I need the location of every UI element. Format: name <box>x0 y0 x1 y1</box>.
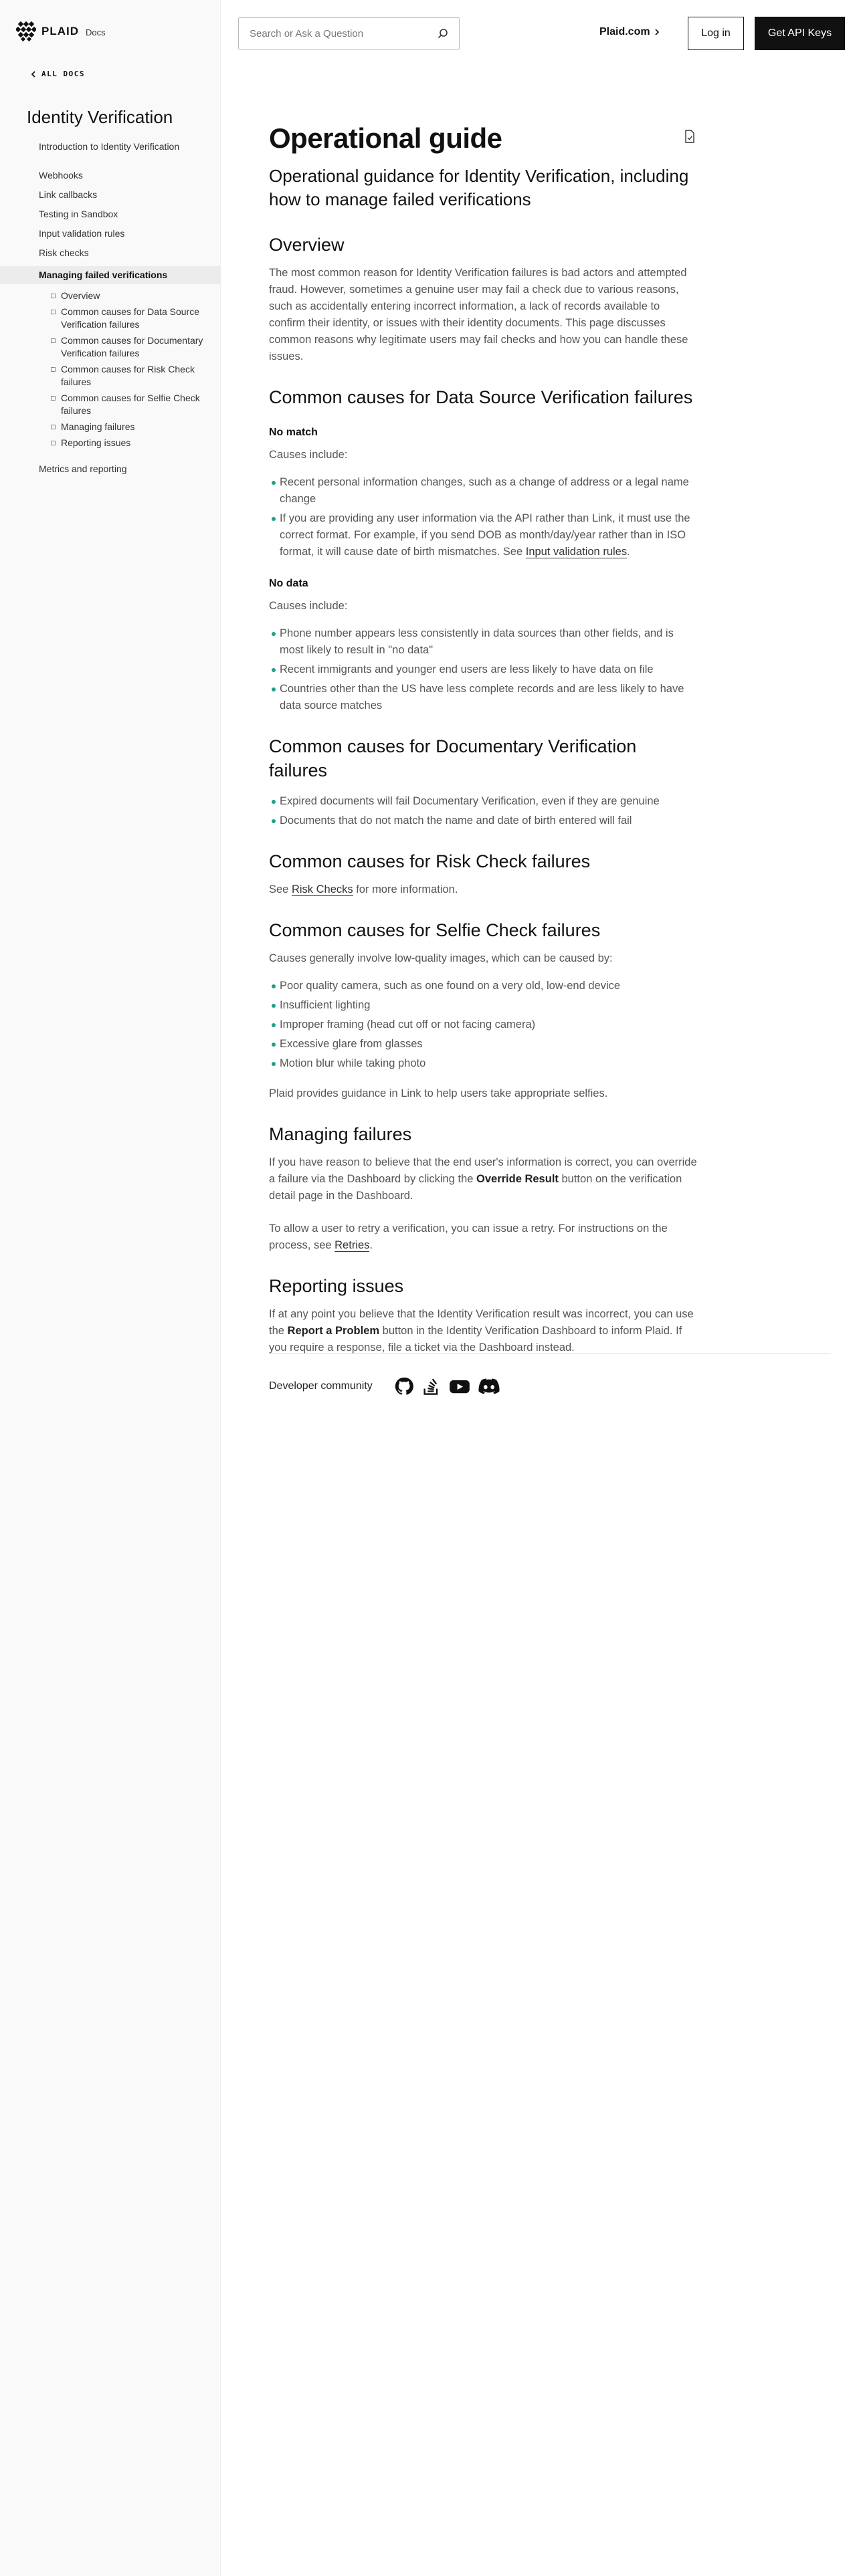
risk-post: for more information. <box>353 883 458 895</box>
subnav-item-label: Common causes for Data Source Verification failures <box>61 306 199 330</box>
square-bullet-icon <box>51 338 56 343</box>
managing-p2-post: . <box>369 1239 373 1251</box>
no-data-heading: No data <box>269 578 308 589</box>
overview-heading: Overview <box>269 235 345 255</box>
plaid-com-link[interactable] <box>599 26 660 38</box>
social-links <box>394 1376 500 1396</box>
sidebar-nav <box>0 140 221 482</box>
doc-list <box>269 793 697 829</box>
subnav-item-managing-failures[interactable] <box>51 421 205 433</box>
square-bullet-icon <box>51 294 56 298</box>
all-docs-label: ALL DOCS <box>41 70 85 78</box>
sidebar-item-introduction[interactable]: Introduction to Identity Verification <box>39 141 180 152</box>
reporting-heading: Reporting issues <box>269 1276 404 1296</box>
main-content <box>269 122 697 1366</box>
selfie-heading: Common causes for Selfie Check failures <box>269 920 601 940</box>
managing-p1-post: button on the verification detail page in the Dashboard. <box>269 1173 682 1202</box>
sidebar <box>0 0 221 2576</box>
sidebar-item-webhooks[interactable]: Webhooks <box>39 170 83 181</box>
list-item <box>269 510 697 560</box>
list-item: Motion blur while taking photo <box>269 1055 697 1072</box>
no-data-intro: Causes include: <box>269 600 348 612</box>
no-data-list <box>269 625 697 714</box>
list-item: Documents that do not match the name and date of birth entered will fail <box>269 813 697 829</box>
page-subtitle: Operational guidance for Identity Verification, including how to manage failed verifications <box>269 166 689 209</box>
override-result-label: Override Result <box>476 1173 559 1185</box>
developer-community-label: Developer community <box>269 1380 373 1392</box>
risk-pre: See <box>269 883 292 895</box>
footer <box>269 1376 500 1396</box>
discord-icon[interactable] <box>478 1376 500 1396</box>
subnav-item-label: Overview <box>61 290 100 301</box>
list-item: Poor quality camera, such as one found on a very old, low-end device <box>269 978 697 994</box>
input-validation-rules-link[interactable]: Input validation rules <box>525 546 628 558</box>
page-title: Operational guide <box>269 122 502 154</box>
doc-heading: Common causes for Documentary Verification failures <box>269 736 637 780</box>
sidebar-item-input-validation-rules[interactable]: Input validation rules <box>39 228 125 239</box>
list-item: Countries other than the US have less complete records and are less likely to have data source matches <box>269 681 697 714</box>
plaid-logo-icon <box>16 21 36 41</box>
list-item: Recent personal information changes, such as a change of address or a legal name change <box>269 474 697 508</box>
no-match-list <box>269 474 697 560</box>
subnav-item-overview[interactable] <box>51 290 205 302</box>
list-item: Excessive glare from glasses <box>269 1036 697 1053</box>
managing-p1 <box>269 1154 697 1204</box>
managing-p2 <box>269 1220 697 1254</box>
plaid-com-label: Plaid.com <box>599 26 650 37</box>
list-item-text: If you are providing any user information via the API rather than Link, it must use the correct format. For example, if you send DOB as month/day/year rather than in ISO format, it will cause date of birth mismatches. See <box>280 512 690 558</box>
risk-heading: Common causes for Risk Check failures <box>269 851 591 871</box>
selfie-outro: Plaid provides guidance in Link to help users take appropriate selfies. <box>269 1087 608 1099</box>
stackoverflow-icon[interactable] <box>422 1376 441 1396</box>
subnav-item-label: Managing failures <box>61 421 135 432</box>
list-item: Improper framing (head cut off or not facing camera) <box>269 1016 697 1033</box>
managing-p1-pre: If you have reason to believe that the end user's information is correct, you can override a failure via the Dashboard by clicking the <box>269 1156 697 1185</box>
subnav-item-label: Common causes for Risk Check failures <box>61 364 195 387</box>
list-item-end: . <box>627 546 630 558</box>
reporting-post: button in the Identity Verification Dashboard to inform Plaid. If you require a response, file a ticket via the Dashboard instead. <box>269 1325 682 1354</box>
overview-text: The most common reason for Identity Verification failures is bad actors and attempted fraud. However, sometimes a genuine user may fail a check due to various reasons, such as accidentally entering incorrect information, a lack of records available to confirm their identity, or issues with their identity documents. This page discusses common reasons why legitimate users may fail checks and how you can handle these issues. <box>269 267 688 362</box>
logo-text: PLAID <box>41 25 79 37</box>
dsv-heading: Common causes for Data Source Verification failures <box>269 387 693 407</box>
subnav-item-label: Reporting issues <box>61 437 131 448</box>
youtube-icon[interactable] <box>449 1376 470 1396</box>
logo-docs: Docs <box>86 27 106 37</box>
selfie-intro: Causes generally involve low-quality images, which can be caused by: <box>269 952 613 964</box>
list-item: Expired documents will fail Documentary Verification, even if they are genuine <box>269 793 697 810</box>
managing-p2-pre: To allow a user to retry a verification, you can issue a retry. For instructions on the process, see <box>269 1222 668 1251</box>
sidebar-item-link-callbacks[interactable]: Link callbacks <box>39 189 98 200</box>
plaid-logo[interactable] <box>16 21 106 41</box>
get-api-keys-button[interactable]: Get API Keys <box>755 17 845 50</box>
sidebar-subnav <box>0 290 221 449</box>
subnav-item-label: Common causes for Selfie Check failures <box>61 393 200 416</box>
subnav-item-doc-failures[interactable] <box>51 334 205 360</box>
github-icon[interactable] <box>394 1376 414 1396</box>
retries-link[interactable]: Retries <box>335 1239 370 1251</box>
search-placeholder: Search or Ask a Question <box>250 27 364 39</box>
search-input[interactable] <box>238 17 460 49</box>
sidebar-item-managing-failed-verifications[interactable]: Managing failed verifications <box>0 266 221 284</box>
square-bullet-icon <box>51 367 56 372</box>
chevron-right-icon <box>654 29 660 35</box>
subnav-item-reporting-issues[interactable] <box>51 437 205 449</box>
risk-checks-link[interactable]: Risk Checks <box>291 883 353 895</box>
sidebar-title: Identity Verification <box>27 107 173 127</box>
list-item: Recent immigrants and younger end users are less likely to have data on file <box>269 661 697 678</box>
reporting-pre: If at any point you believe that the Identity Verification result was incorrect, you can use the <box>269 1308 694 1337</box>
subnav-item-dsv-failures[interactable] <box>51 306 205 331</box>
risk-text <box>269 881 697 898</box>
square-bullet-icon <box>51 396 56 401</box>
subnav-item-selfie-failures[interactable] <box>51 392 205 417</box>
subnav-item-risk-failures[interactable] <box>51 363 205 389</box>
selfie-list <box>269 978 697 1072</box>
square-bullet-icon <box>51 310 56 314</box>
search-icon[interactable] <box>438 28 448 39</box>
login-button[interactable]: Log in <box>688 17 744 50</box>
subnav-item-label: Common causes for Documentary Verification failures <box>61 335 203 358</box>
managing-heading: Managing failures <box>269 1124 412 1144</box>
reporting-text <box>269 1306 697 1356</box>
square-bullet-icon <box>51 441 56 445</box>
list-item: Insufficient lighting <box>269 997 697 1014</box>
report-a-problem-label: Report a Problem <box>287 1325 380 1337</box>
list-item: Phone number appears less consistently in data sources than other fields, and is most likely to result in "no data" <box>269 625 697 659</box>
no-match-intro: Causes include: <box>269 449 348 461</box>
chevron-left-icon <box>31 71 36 78</box>
sidebar-item-metrics-and-reporting[interactable]: Metrics and reporting <box>39 463 127 474</box>
all-docs-link[interactable] <box>31 70 85 78</box>
sidebar-item-risk-checks[interactable]: Risk checks <box>39 247 89 258</box>
no-match-heading: No match <box>269 427 318 438</box>
square-bullet-icon <box>51 425 56 429</box>
sidebar-item-testing-in-sandbox[interactable]: Testing in Sandbox <box>39 209 118 219</box>
